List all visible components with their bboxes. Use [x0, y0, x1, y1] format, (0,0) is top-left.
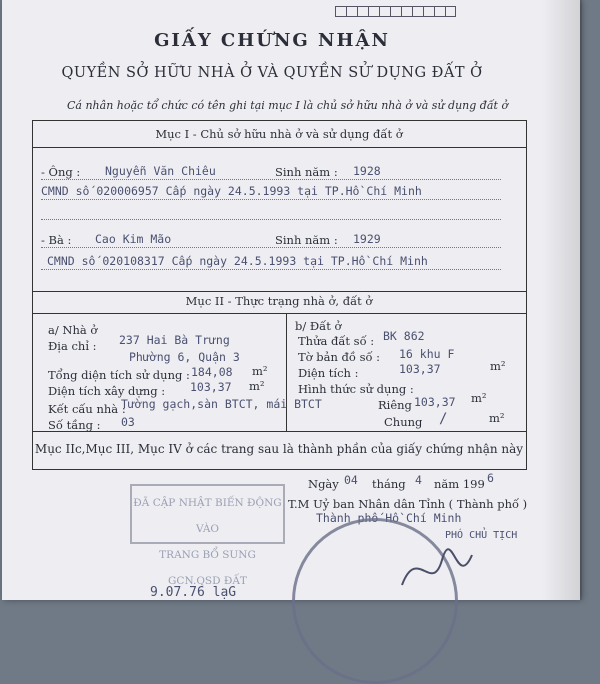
owner1-prefix: - Ông : — [41, 165, 81, 179]
certificate-title: GIẤY CHỨNG NHẬN — [154, 30, 390, 51]
map-value: 16 khu F — [399, 347, 455, 361]
house-address-label: Địa chỉ : — [48, 339, 97, 353]
owner1-id-line: CMND số 020006957 Cấp ngày 24.5.1993 tại TP.Hồ Chí Minh — [41, 184, 422, 198]
intro-text: Cá nhân hoặc tổ chức có tên ghi tại mục I là chủ sở hữu nhà ở và sử dụng đất ở — [67, 99, 509, 112]
shared-value: / — [439, 411, 448, 427]
used-area-unit: m² — [252, 364, 268, 378]
date-month-label: tháng — [372, 477, 406, 491]
owner1-birth-label: Sinh năm : — [275, 165, 338, 179]
use-form-label: Hình thức sử dụng : — [298, 382, 414, 396]
owner2-birth-label: Sinh năm : — [275, 233, 338, 247]
owner2-name: Cao Kim Mão — [95, 232, 172, 246]
built-area-label: Diện tích xây dựng : — [48, 384, 166, 398]
private-unit: m² — [471, 391, 487, 405]
owner1-name: Nguyễn Văn Chiêu — [105, 164, 216, 178]
section2-heading: Mục II - Thực trạng nhà ở, đất ở — [185, 294, 373, 308]
floors-value: 03 — [121, 415, 135, 429]
land-label: b/ Đất ở — [295, 319, 342, 333]
used-area-label: Tổng diện tích sử dụng : — [48, 368, 190, 382]
stamp-line2: TRANG BỔ SUNG GCN.QSD ĐẤT — [159, 549, 256, 587]
committee-label: T.M Uỷ ban Nhân dân Tỉnh ( Thành phố ) — [288, 497, 528, 511]
date-year-label: năm 199 — [434, 477, 485, 491]
shared-label: Chung — [384, 415, 423, 429]
owner2-prefix: - Bà : — [41, 233, 72, 247]
floors-label: Số tầng : — [48, 418, 101, 432]
map-label: Tờ bản đồ số : — [298, 350, 381, 364]
owner2-id-line: CMND số 020108317 Cấp ngày 24.5.1993 tại TP.Hồ Chí Minh — [47, 254, 428, 268]
committee-city: Thành phố Hồ Chí Minh — [316, 511, 462, 525]
structure-label: Kết cấu nhà : — [48, 402, 126, 416]
built-area-unit: m² — [249, 379, 265, 393]
used-area-value: 184,08 — [191, 365, 233, 379]
footer-note: Mục IIc,Mục III, Mục IV ở các trang sau là thành phần của giấy chứng nhận này — [34, 442, 524, 456]
house-address-line1: 237 Hai Bà Trưng — [119, 333, 230, 347]
serial-number-boxes — [335, 6, 456, 17]
signer-position: PHÓ CHỦ TỊCH — [445, 530, 518, 541]
plot-label: Thửa đất số : — [298, 334, 375, 348]
private-value: 103,37 — [414, 395, 456, 409]
signature-scribble — [397, 535, 477, 595]
section1-heading: Mục I - Chủ sở hữu nhà ở và sử dụng đất ở — [155, 127, 403, 141]
owner2-birth-year: 1929 — [353, 232, 381, 246]
date-day: 04 — [344, 473, 358, 487]
plot-value: BK 862 — [383, 329, 425, 343]
land-area-label: Diện tích : — [298, 366, 359, 380]
certificate-subtitle: QUYỀN SỞ HỮU NHÀ Ở VÀ QUYỀN SỬ DỤNG ĐẤT Ở — [61, 65, 483, 81]
bottom-handwritten-note: 9.07.76 lạG — [150, 585, 237, 600]
private-label: Riêng — [378, 398, 412, 412]
land-area-value: 103,37 — [399, 362, 441, 376]
built-area-value: 103,37 — [190, 380, 232, 394]
certificate-page — [2, 0, 580, 600]
house-address-line2: Phường 6, Quận 3 — [129, 350, 240, 364]
date-month: 4 — [415, 473, 422, 487]
stamp-line1: ĐÃ CẬP NHẬT BIẾN ĐỘNG VÀO — [133, 497, 282, 535]
land-area-unit: m² — [490, 359, 506, 373]
shared-unit: m² — [489, 411, 505, 425]
date-day-label: Ngày — [308, 477, 339, 491]
structure-value: Tường gạch,sàn BTCT, mái BTCT — [121, 397, 322, 411]
owner1-birth-year: 1928 — [353, 164, 381, 178]
house-label: a/ Nhà ở — [48, 323, 98, 337]
update-stamp — [130, 484, 285, 587]
date-year-digit: 6 — [487, 471, 494, 485]
main-form-box — [32, 120, 527, 470]
